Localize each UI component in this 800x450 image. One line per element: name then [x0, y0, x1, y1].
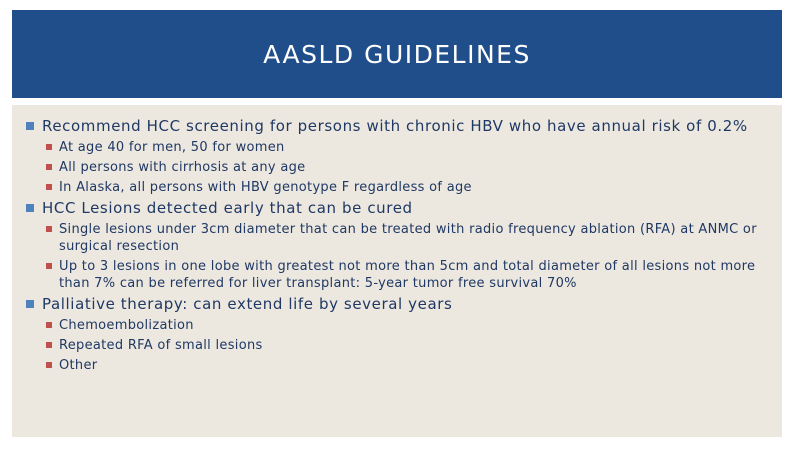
- bullet-text: Palliative therapy: can extend life by several years: [42, 295, 453, 313]
- sub-bullet-text: In Alaska, all persons with HBV genotype F regardless of age: [59, 180, 472, 195]
- square-sub-bullet-icon: [46, 226, 52, 232]
- square-sub-bullet-icon: [46, 144, 52, 150]
- sub-bullet-text: Single lesions under 3cm diameter that can be treated with radio frequency ablation (RFA) at ANMC or surgical resection: [59, 222, 757, 254]
- bullet-item: [42, 295, 758, 374]
- sub-bullet-text: Up to 3 lesions in one lobe with greatest not more than 5cm and total diameter of all lesions not more than 7% can be referred for liver transplant: 5-year tumor free survival 70%: [59, 259, 756, 291]
- bullet-item: [42, 199, 758, 292]
- square-sub-bullet-icon: [46, 184, 52, 190]
- sub-bullet-item: [59, 337, 758, 354]
- sub-bullet-list: [42, 139, 758, 196]
- content-box: [12, 105, 782, 437]
- sub-bullet-text: Chemoembolization: [59, 318, 194, 333]
- square-sub-bullet-icon: [46, 263, 52, 269]
- sub-bullet-text: Other: [59, 358, 98, 373]
- sub-bullet-item: [59, 317, 758, 334]
- sub-bullet-text: All persons with cirrhosis at any age: [59, 160, 306, 175]
- square-bullet-icon: [26, 300, 34, 308]
- bullet-text: HCC Lesions detected early that can be cured: [42, 199, 413, 217]
- square-sub-bullet-icon: [46, 322, 52, 328]
- slide-title: AASLD GUIDELINES: [263, 39, 531, 69]
- square-sub-bullet-icon: [46, 164, 52, 170]
- bullet-list: [12, 105, 782, 374]
- sub-bullet-item: [59, 159, 758, 176]
- sub-bullet-text: At age 40 for men, 50 for women: [59, 140, 285, 155]
- square-sub-bullet-icon: [46, 362, 52, 368]
- square-sub-bullet-icon: [46, 342, 52, 348]
- sub-bullet-item: [59, 357, 758, 374]
- sub-bullet-list: [42, 221, 758, 292]
- square-bullet-icon: [26, 122, 34, 130]
- bullet-text: Recommend HCC screening for persons with chronic HBV who have annual risk of 0.2%: [42, 117, 748, 135]
- sub-bullet-item: [59, 258, 758, 292]
- bullet-item: [42, 117, 758, 196]
- sub-bullet-text: Repeated RFA of small lesions: [59, 338, 263, 353]
- sub-bullet-item: [59, 139, 758, 156]
- sub-bullet-item: [59, 221, 758, 255]
- square-bullet-icon: [26, 204, 34, 212]
- sub-bullet-item: [59, 179, 758, 196]
- sub-bullet-list: [42, 317, 758, 374]
- title-bar: [12, 10, 782, 98]
